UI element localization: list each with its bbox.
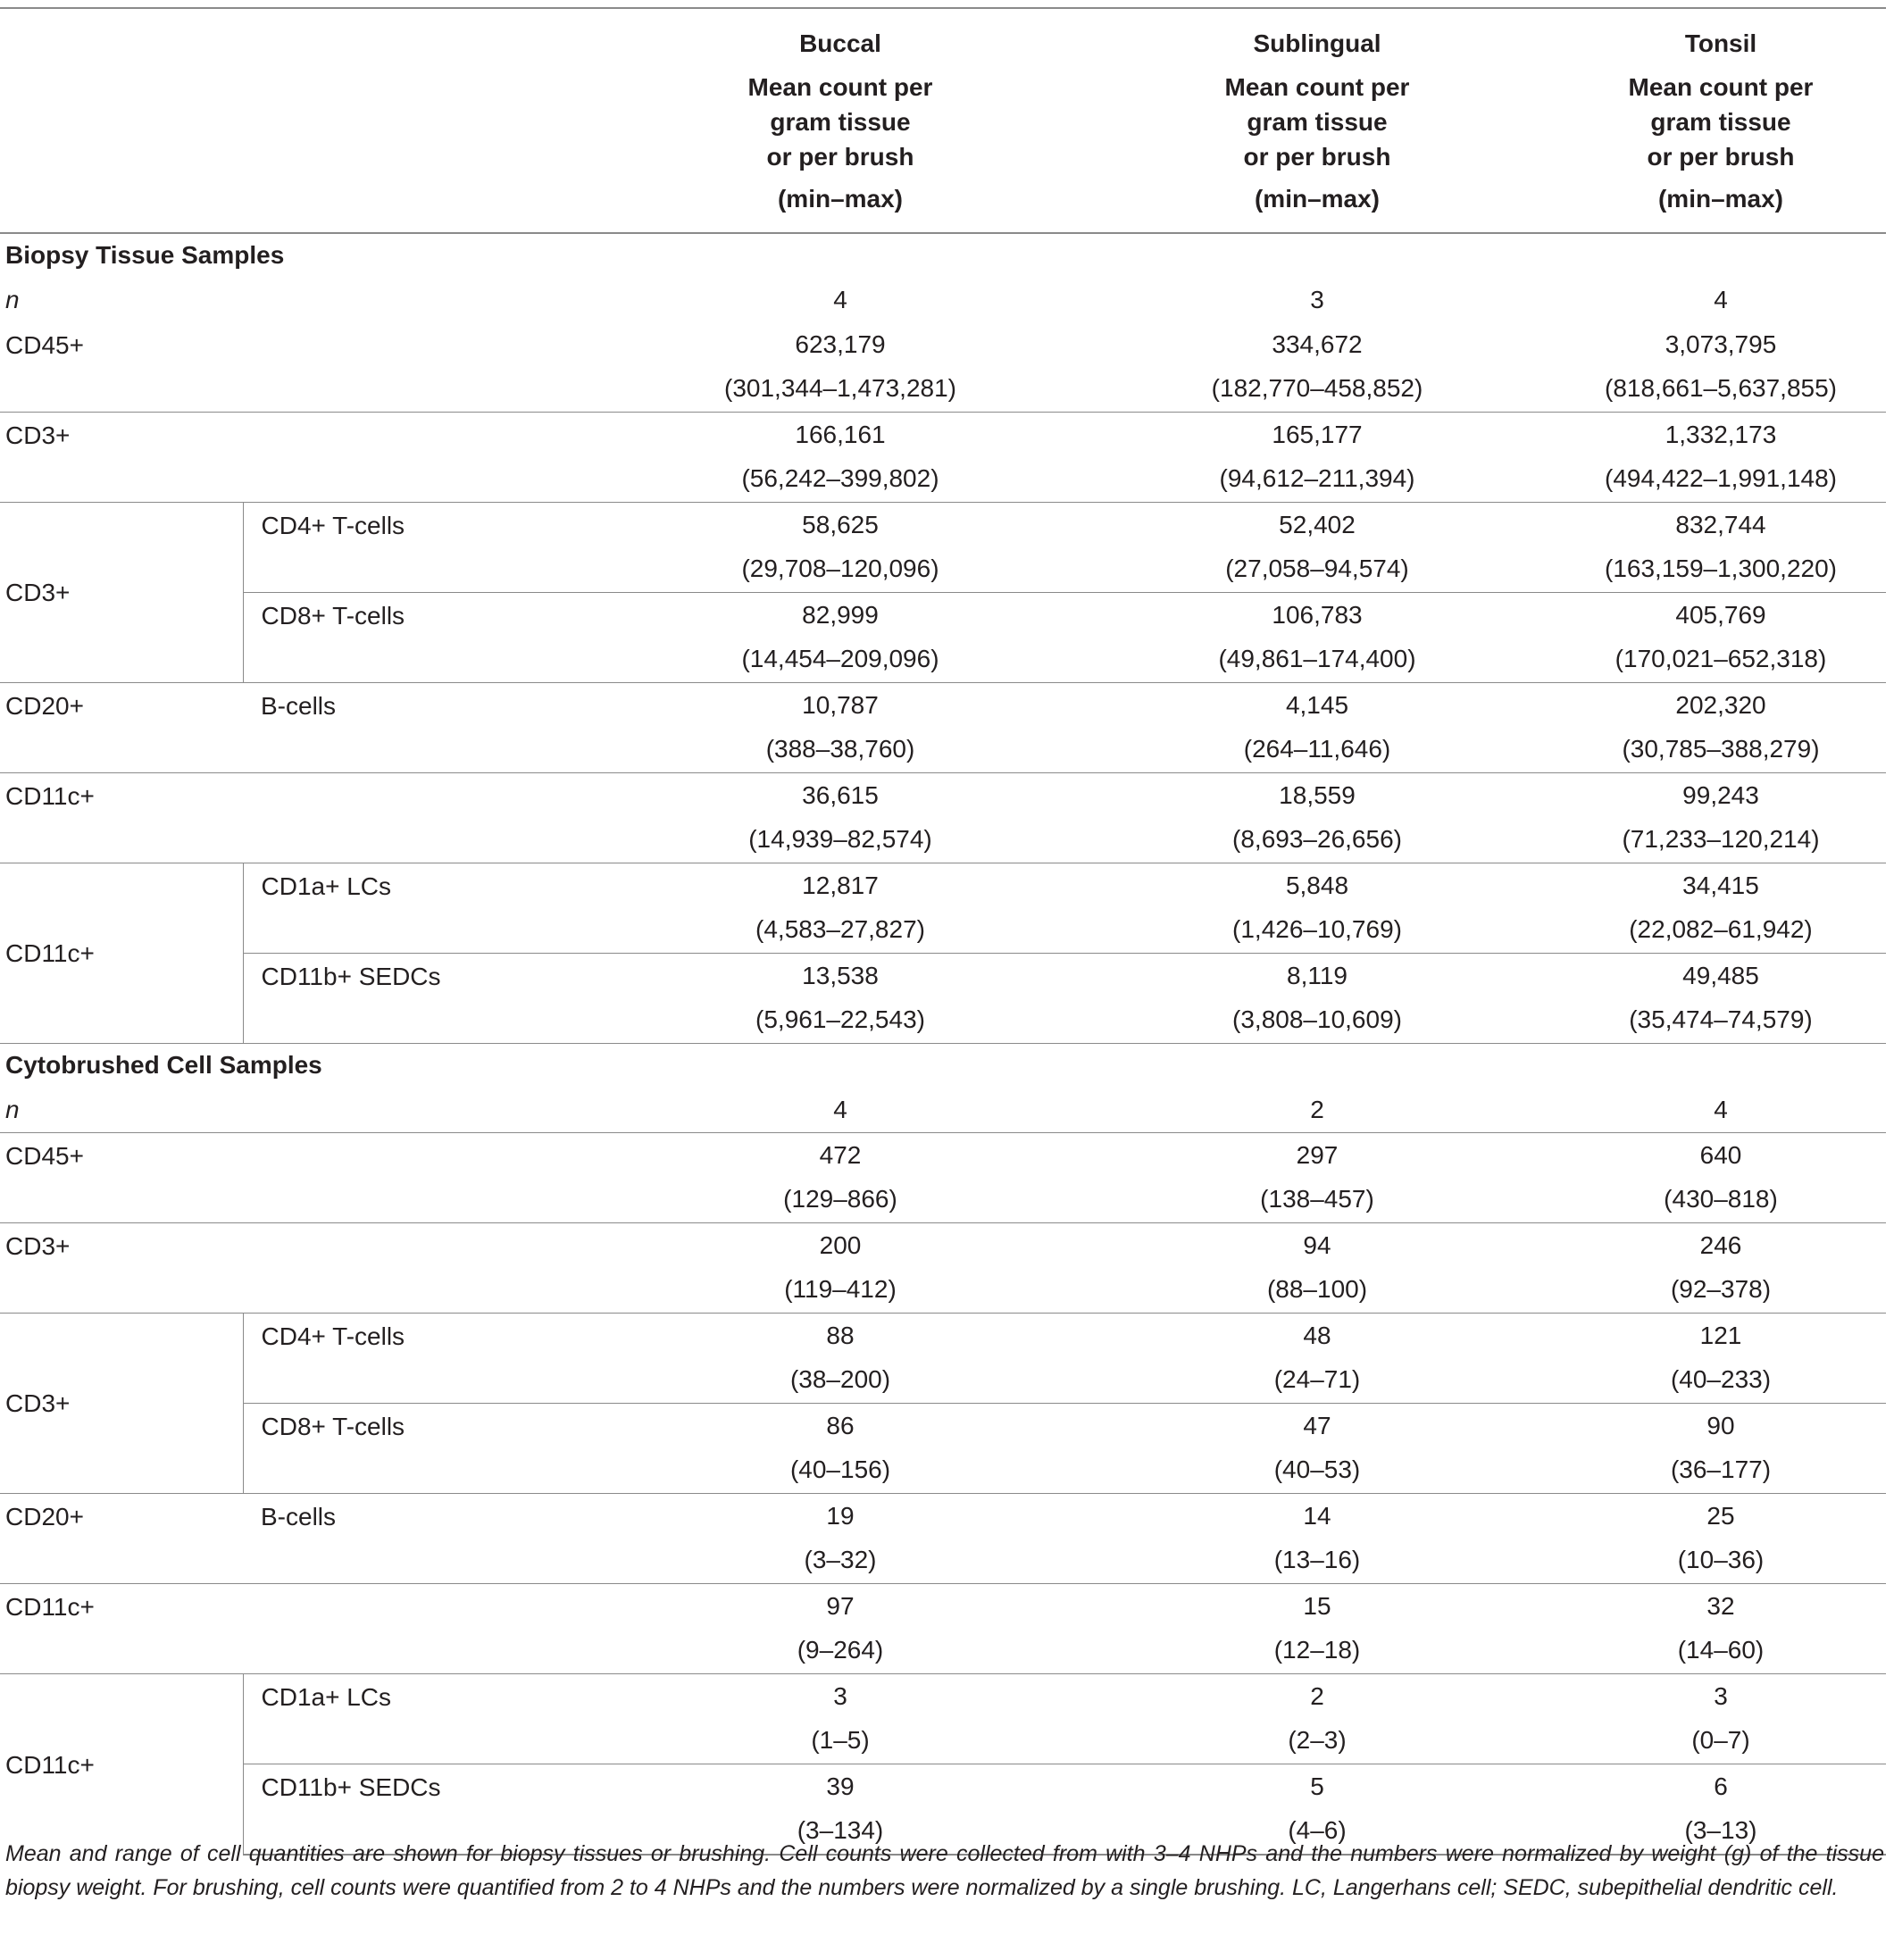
subgroup-label: CD1a+ LCs bbox=[243, 863, 602, 954]
subgroup-label: CD8+ T-cells bbox=[243, 593, 602, 683]
column-range-label: (min–max) bbox=[1657, 184, 1784, 213]
n-row bbox=[0, 1087, 1886, 1133]
cytobrush-section bbox=[0, 1044, 1886, 1856]
value-cell: 18,559 (8,693–26,656) bbox=[1079, 773, 1556, 863]
value-cell: 14 (13–16) bbox=[1079, 1494, 1556, 1584]
value-cell: 10,787 (388–38,760) bbox=[602, 683, 1079, 773]
value-cell: 165,177 (94,612–211,394) bbox=[1079, 413, 1556, 503]
subgroup-label: CD11b+ SEDCs bbox=[243, 1764, 602, 1856]
value-cell: 2 (2–3) bbox=[1079, 1674, 1556, 1764]
row-label: CD11c+ bbox=[0, 773, 602, 863]
value-cell: 1,332,173 (494,422–1,991,148) bbox=[1556, 413, 1886, 503]
column-subtitle: Mean count per bbox=[1224, 72, 1410, 101]
table-row bbox=[0, 773, 1886, 863]
subgroup-label: CD8+ T-cells bbox=[243, 1404, 602, 1494]
value-cell: 32 (14–60) bbox=[1556, 1584, 1886, 1674]
table-row bbox=[0, 503, 1886, 593]
value-cell: 6 (3–13) bbox=[1556, 1764, 1886, 1856]
subgroup-label: CD1a+ LCs bbox=[243, 1674, 602, 1764]
value-cell: 3 (1–5) bbox=[602, 1674, 1079, 1764]
column-range-label: (min–max) bbox=[777, 184, 904, 213]
table-row bbox=[0, 322, 1886, 413]
value-cell: 121 (40–233) bbox=[1556, 1314, 1886, 1404]
value-cell: 472 (129–866) bbox=[602, 1133, 1079, 1223]
value-cell: 3 (0–7) bbox=[1556, 1674, 1886, 1764]
table-row bbox=[0, 1674, 1886, 1764]
value-cell: 19 (3–32) bbox=[602, 1494, 1079, 1584]
value-cell: 640 (430–818) bbox=[1556, 1133, 1886, 1223]
column-subtitle: or per brush bbox=[1647, 142, 1795, 171]
value-cell: 5,848 (1,426–10,769) bbox=[1079, 863, 1556, 954]
column-subtitle: gram tissue bbox=[1650, 107, 1791, 136]
cell-count-table bbox=[0, 7, 1886, 1856]
table-row bbox=[0, 1223, 1886, 1314]
value-cell: 3,073,795 (818,661–5,637,855) bbox=[1605, 330, 1837, 402]
table-row bbox=[0, 1133, 1886, 1223]
subgroup-label: CD4+ T-cells bbox=[243, 503, 602, 593]
value-cell: 36,615 (14,939–82,574) bbox=[602, 773, 1079, 863]
column-title: Sublingual bbox=[1253, 29, 1381, 57]
group-label: CD3+ bbox=[0, 1314, 243, 1494]
table-row bbox=[0, 683, 1886, 773]
row-label: CD45+ bbox=[5, 331, 84, 359]
value-cell: 47 (40–53) bbox=[1079, 1404, 1556, 1494]
row-label: CD3+ bbox=[0, 413, 602, 503]
header-empty-cell bbox=[243, 8, 602, 233]
column-subtitle: Mean count per bbox=[747, 72, 933, 101]
value-cell: 15 (12–18) bbox=[1079, 1584, 1556, 1674]
value-cell: 4,145 (264–11,646) bbox=[1079, 683, 1556, 773]
n-label: n bbox=[5, 1095, 20, 1123]
column-title: Tonsil bbox=[1684, 29, 1757, 57]
value-cell: 13,538 (5,961–22,543) bbox=[602, 954, 1079, 1044]
value-cell: 39 (3–134) bbox=[602, 1764, 1079, 1856]
value-cell: 623,179 (301,344–1,473,281) bbox=[724, 330, 956, 402]
table-row bbox=[0, 1584, 1886, 1674]
n-label: n bbox=[5, 285, 20, 313]
subgroup-label: B-cells bbox=[243, 1494, 602, 1584]
value-cell: 246 (92–378) bbox=[1556, 1223, 1886, 1314]
value-cell: 334,672 (182,770–458,852) bbox=[1211, 330, 1423, 402]
value-cell: 12,817 (4,583–27,827) bbox=[602, 863, 1079, 954]
header-empty-cell bbox=[0, 8, 243, 233]
value-cell: 5 (4–6) bbox=[1079, 1764, 1556, 1856]
n-value: 4 bbox=[833, 285, 847, 313]
column-subtitle: or per brush bbox=[1243, 142, 1391, 171]
value-cell: 52,402 (27,058–94,574) bbox=[1079, 503, 1556, 593]
value-cell: 86 (40–156) bbox=[602, 1404, 1079, 1494]
column-subtitle: or per brush bbox=[766, 142, 914, 171]
n-value: 2 bbox=[1310, 1095, 1324, 1123]
table-row bbox=[0, 593, 1886, 683]
table-row bbox=[0, 413, 1886, 503]
value-cell: 90 (36–177) bbox=[1556, 1404, 1886, 1494]
row-label: CD11c+ bbox=[0, 1584, 602, 1674]
value-cell: 297 (138–457) bbox=[1079, 1133, 1556, 1223]
subgroup-label: B-cells bbox=[243, 683, 602, 773]
row-label: CD45+ bbox=[0, 1133, 602, 1223]
group-label: CD3+ bbox=[0, 503, 243, 683]
column-subtitle: Mean count per bbox=[1628, 72, 1814, 101]
table-row bbox=[0, 863, 1886, 954]
value-cell: 48 (24–71) bbox=[1079, 1314, 1556, 1404]
row-label: CD20+ bbox=[0, 683, 243, 773]
section-title-row bbox=[0, 1044, 1886, 1088]
header-row bbox=[0, 8, 1886, 233]
value-cell: 106,783 (49,861–174,400) bbox=[1079, 593, 1556, 683]
section-title: Cytobrushed Cell Samples bbox=[0, 1044, 1886, 1088]
value-cell: 58,625 (29,708–120,096) bbox=[602, 503, 1079, 593]
n-value: 3 bbox=[1310, 285, 1324, 313]
column-subtitle: gram tissue bbox=[1247, 107, 1388, 136]
subgroup-label: CD11b+ SEDCs bbox=[243, 954, 602, 1044]
group-label: CD11c+ bbox=[0, 863, 243, 1044]
value-cell: 166,161 (56,242–399,802) bbox=[602, 413, 1079, 503]
column-range-label: (min–max) bbox=[1254, 184, 1381, 213]
table-row bbox=[0, 1494, 1886, 1584]
value-cell: 200 (119–412) bbox=[602, 1223, 1079, 1314]
n-row bbox=[0, 277, 1886, 322]
value-cell: 8,119 (3,808–10,609) bbox=[1079, 954, 1556, 1044]
table-footnote: Mean and range of cell quantities are shown for biopsy tissues or brushing. Cell counts were collected from with 3–4 NHPs and the numbers were normalized by weight (g) of the tissue biopsy weight. For brushing, cell counts were quantified from 2 to 4 NHPs and the numbers were normalized by a single brushing. LC, Langerhans cell; SEDC, subepithelial dendritic cell. bbox=[5, 1841, 1884, 1900]
n-value: 4 bbox=[833, 1095, 847, 1123]
value-cell: 405,769 (170,021–652,318) bbox=[1556, 593, 1886, 683]
value-cell: 34,415 (22,082–61,942) bbox=[1556, 863, 1886, 954]
value-cell: 832,744 (163,159–1,300,220) bbox=[1556, 503, 1886, 593]
table-row bbox=[0, 1404, 1886, 1494]
column-title: Buccal bbox=[799, 29, 881, 57]
biopsy-section bbox=[0, 233, 1886, 1044]
row-label: CD20+ bbox=[0, 1494, 243, 1584]
value-cell: 94 (88–100) bbox=[1079, 1223, 1556, 1314]
value-cell: 99,243 (71,233–120,214) bbox=[1556, 773, 1886, 863]
header-tonsil bbox=[1556, 8, 1886, 233]
subgroup-label: CD4+ T-cells bbox=[243, 1314, 602, 1404]
section-title: Biopsy Tissue Samples bbox=[5, 241, 285, 269]
section-title-row bbox=[0, 233, 1886, 277]
n-value: 4 bbox=[1714, 285, 1728, 313]
value-cell: 25 (10–36) bbox=[1556, 1494, 1886, 1584]
value-cell: 49,485 (35,474–74,579) bbox=[1556, 954, 1886, 1044]
n-value: 4 bbox=[1714, 1095, 1728, 1123]
header-buccal bbox=[602, 8, 1079, 233]
value-cell: 82,999 (14,454–209,096) bbox=[602, 593, 1079, 683]
table-row bbox=[0, 1314, 1886, 1404]
row-label: CD3+ bbox=[0, 1223, 602, 1314]
table-row bbox=[0, 954, 1886, 1044]
value-cell: 202,320 (30,785–388,279) bbox=[1556, 683, 1886, 773]
column-subtitle: gram tissue bbox=[770, 107, 911, 136]
value-cell: 97 (9–264) bbox=[602, 1584, 1079, 1674]
value-cell: 88 (38–200) bbox=[602, 1314, 1079, 1404]
group-label: CD11c+ bbox=[0, 1674, 243, 1856]
header-sublingual bbox=[1079, 8, 1556, 233]
